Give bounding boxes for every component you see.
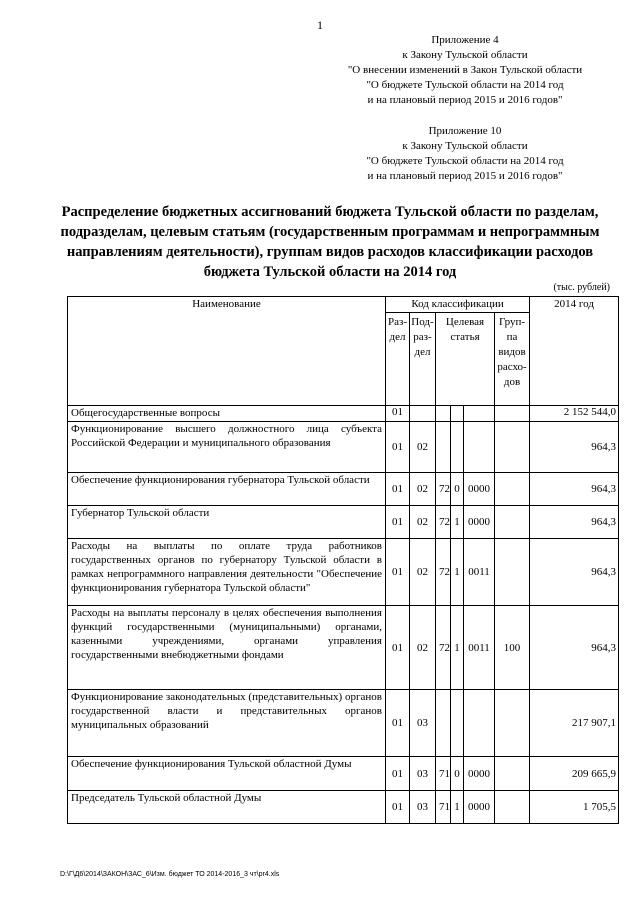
cell-t3: 0000 [464, 791, 495, 824]
table-body [68, 406, 619, 824]
table-row [68, 791, 619, 824]
table-row [68, 506, 619, 539]
cell-t3 [464, 690, 495, 757]
table-row [68, 422, 619, 473]
cell-amount: 217 907,1 [530, 690, 619, 757]
header-name-spacer [68, 313, 386, 406]
cell-t3: 0000 [464, 506, 495, 539]
cell-t1 [436, 406, 451, 422]
cell-amount: 964,3 [530, 422, 619, 473]
cell-t1: 71 [436, 791, 451, 824]
cell-t2 [451, 422, 464, 473]
header-subsection: Под-раз-дел [410, 313, 436, 406]
cell-t2: 1 [451, 506, 464, 539]
cell-group [495, 539, 530, 606]
cell-group [495, 757, 530, 791]
cell-amount: 1 705,5 [530, 791, 619, 824]
cell-t3 [464, 406, 495, 422]
cell-name: Расходы на выплаты по оплате труда работников государственных органов по губернатору Тульской области в рамках непрограммного направления деятельности "Обеспечение функционирования губернатора Тульской области" [68, 539, 386, 606]
cell-amount: 964,3 [530, 606, 619, 690]
cell-t1: 72 [436, 473, 451, 506]
header-code-group: Код классификации [386, 297, 530, 313]
annex-line: "О бюджете Тульской области на 2014 год [366, 79, 564, 91]
cell-group [495, 690, 530, 757]
header-name: Наименование [68, 297, 386, 313]
cell-t3: 0011 [464, 606, 495, 690]
cell-t2 [451, 406, 464, 422]
cell-t3: 0000 [464, 757, 495, 791]
cell-name: Общегосударственные вопросы [68, 406, 386, 422]
cell-group [495, 406, 530, 422]
cell-group: 100 [495, 606, 530, 690]
cell-subsection: 02 [410, 506, 436, 539]
cell-t2: 1 [451, 791, 464, 824]
table-row [68, 406, 619, 422]
header-row [68, 297, 619, 313]
cell-t3: 0011 [464, 539, 495, 606]
header-year-spacer [530, 313, 619, 406]
cell-section: 01 [386, 406, 410, 422]
cell-section: 01 [386, 606, 410, 690]
table-row [68, 690, 619, 757]
file-path-footer: D:\Г\Д6\2014\ЗАКОН\ЗАС_6\Изм. бюджет ТО 2014-2016_3 чт\pr4.xls [60, 871, 280, 878]
annex-line: "О внесении изменений в Закон Тульской области [347, 64, 583, 76]
cell-amount: 2 152 544,0 [530, 406, 619, 422]
annex-10-block [320, 124, 610, 184]
cell-amount: 964,3 [530, 506, 619, 539]
cell-subsection: 03 [410, 690, 436, 757]
cell-section: 01 [386, 690, 410, 757]
cell-t1 [436, 422, 451, 473]
cell-t2: 1 [451, 606, 464, 690]
budget-table [67, 296, 619, 824]
annex-line: Приложение 4 [431, 34, 499, 46]
annex-line: и на плановый период 2015 и 2016 годов" [367, 170, 563, 182]
cell-section: 01 [386, 791, 410, 824]
cell-name: Функционирование высшего должностного лица субъекта Российской Федерации и муниципального образования [68, 422, 386, 473]
cell-subsection: 02 [410, 606, 436, 690]
cell-name: Обеспечение функционирования губернатора Тульской области [68, 473, 386, 506]
cell-section: 01 [386, 473, 410, 506]
annex-line: к Закону Тульской области [402, 49, 528, 61]
cell-name: Председатель Тульской областной Думы [68, 791, 386, 824]
table-row [68, 606, 619, 690]
header-section: Раз-дел [386, 313, 410, 406]
cell-t2: 1 [451, 539, 464, 606]
cell-name: Расходы на выплаты персоналу в целях обеспечения выполнения функций государственными (муниципальными) органами, казенными учреждениями, органами управления государственными внебюджетными фондами [68, 606, 386, 690]
cell-group [495, 422, 530, 473]
cell-amount: 964,3 [530, 473, 619, 506]
cell-subsection [410, 406, 436, 422]
annex-line: и на плановый период 2015 и 2016 годов" [367, 94, 563, 106]
annex-line: "О бюджете Тульской области на 2014 год [366, 155, 564, 167]
table-row [68, 757, 619, 791]
cell-t2: 0 [451, 757, 464, 791]
cell-group [495, 791, 530, 824]
cell-t1: 72 [436, 506, 451, 539]
cell-t1: 72 [436, 606, 451, 690]
cell-subsection: 02 [410, 539, 436, 606]
units-label: (тыс. рублей) [553, 282, 610, 293]
table-row [68, 539, 619, 606]
cell-t1: 72 [436, 539, 451, 606]
header-year: 2014 год [530, 297, 619, 313]
cell-section: 01 [386, 539, 410, 606]
cell-name: Функционирование законодательных (представительных) органов государственной власти и представительных органов муниципальных образований [68, 690, 386, 757]
header-group: Груп-па видов расхо-дов [495, 313, 530, 406]
cell-name: Обеспечение функционирования Тульской областной Думы [68, 757, 386, 791]
header-target: Целевая статья [436, 313, 495, 406]
cell-subsection: 02 [410, 473, 436, 506]
document-title: Распределение бюджетных ассигнований бюджета Тульской области по разделам, подразделам, целевым статьям (государственным программам и непрограммным направлениям деятельности), группам видов расходов классификации расходов бюджета Тульской области на 2014 год [60, 204, 600, 280]
header-subrow [68, 313, 619, 406]
annex-line: Приложение 10 [428, 125, 502, 137]
cell-subsection: 02 [410, 422, 436, 473]
cell-t2 [451, 690, 464, 757]
cell-t3 [464, 422, 495, 473]
annex-line: к Закону Тульской области [402, 140, 528, 152]
cell-t2: 0 [451, 473, 464, 506]
cell-name: Губернатор Тульской области [68, 506, 386, 539]
cell-t3: 0000 [464, 473, 495, 506]
cell-t1 [436, 690, 451, 757]
page-number: 1 [317, 18, 323, 32]
cell-amount: 209 665,9 [530, 757, 619, 791]
cell-section: 01 [386, 422, 410, 473]
cell-section: 01 [386, 506, 410, 539]
cell-group [495, 473, 530, 506]
cell-subsection: 03 [410, 791, 436, 824]
cell-subsection: 03 [410, 757, 436, 791]
cell-section: 01 [386, 757, 410, 791]
cell-t1: 71 [436, 757, 451, 791]
annex-4-block [320, 33, 610, 108]
cell-group [495, 506, 530, 539]
table-row [68, 473, 619, 506]
cell-amount: 964,3 [530, 539, 619, 606]
